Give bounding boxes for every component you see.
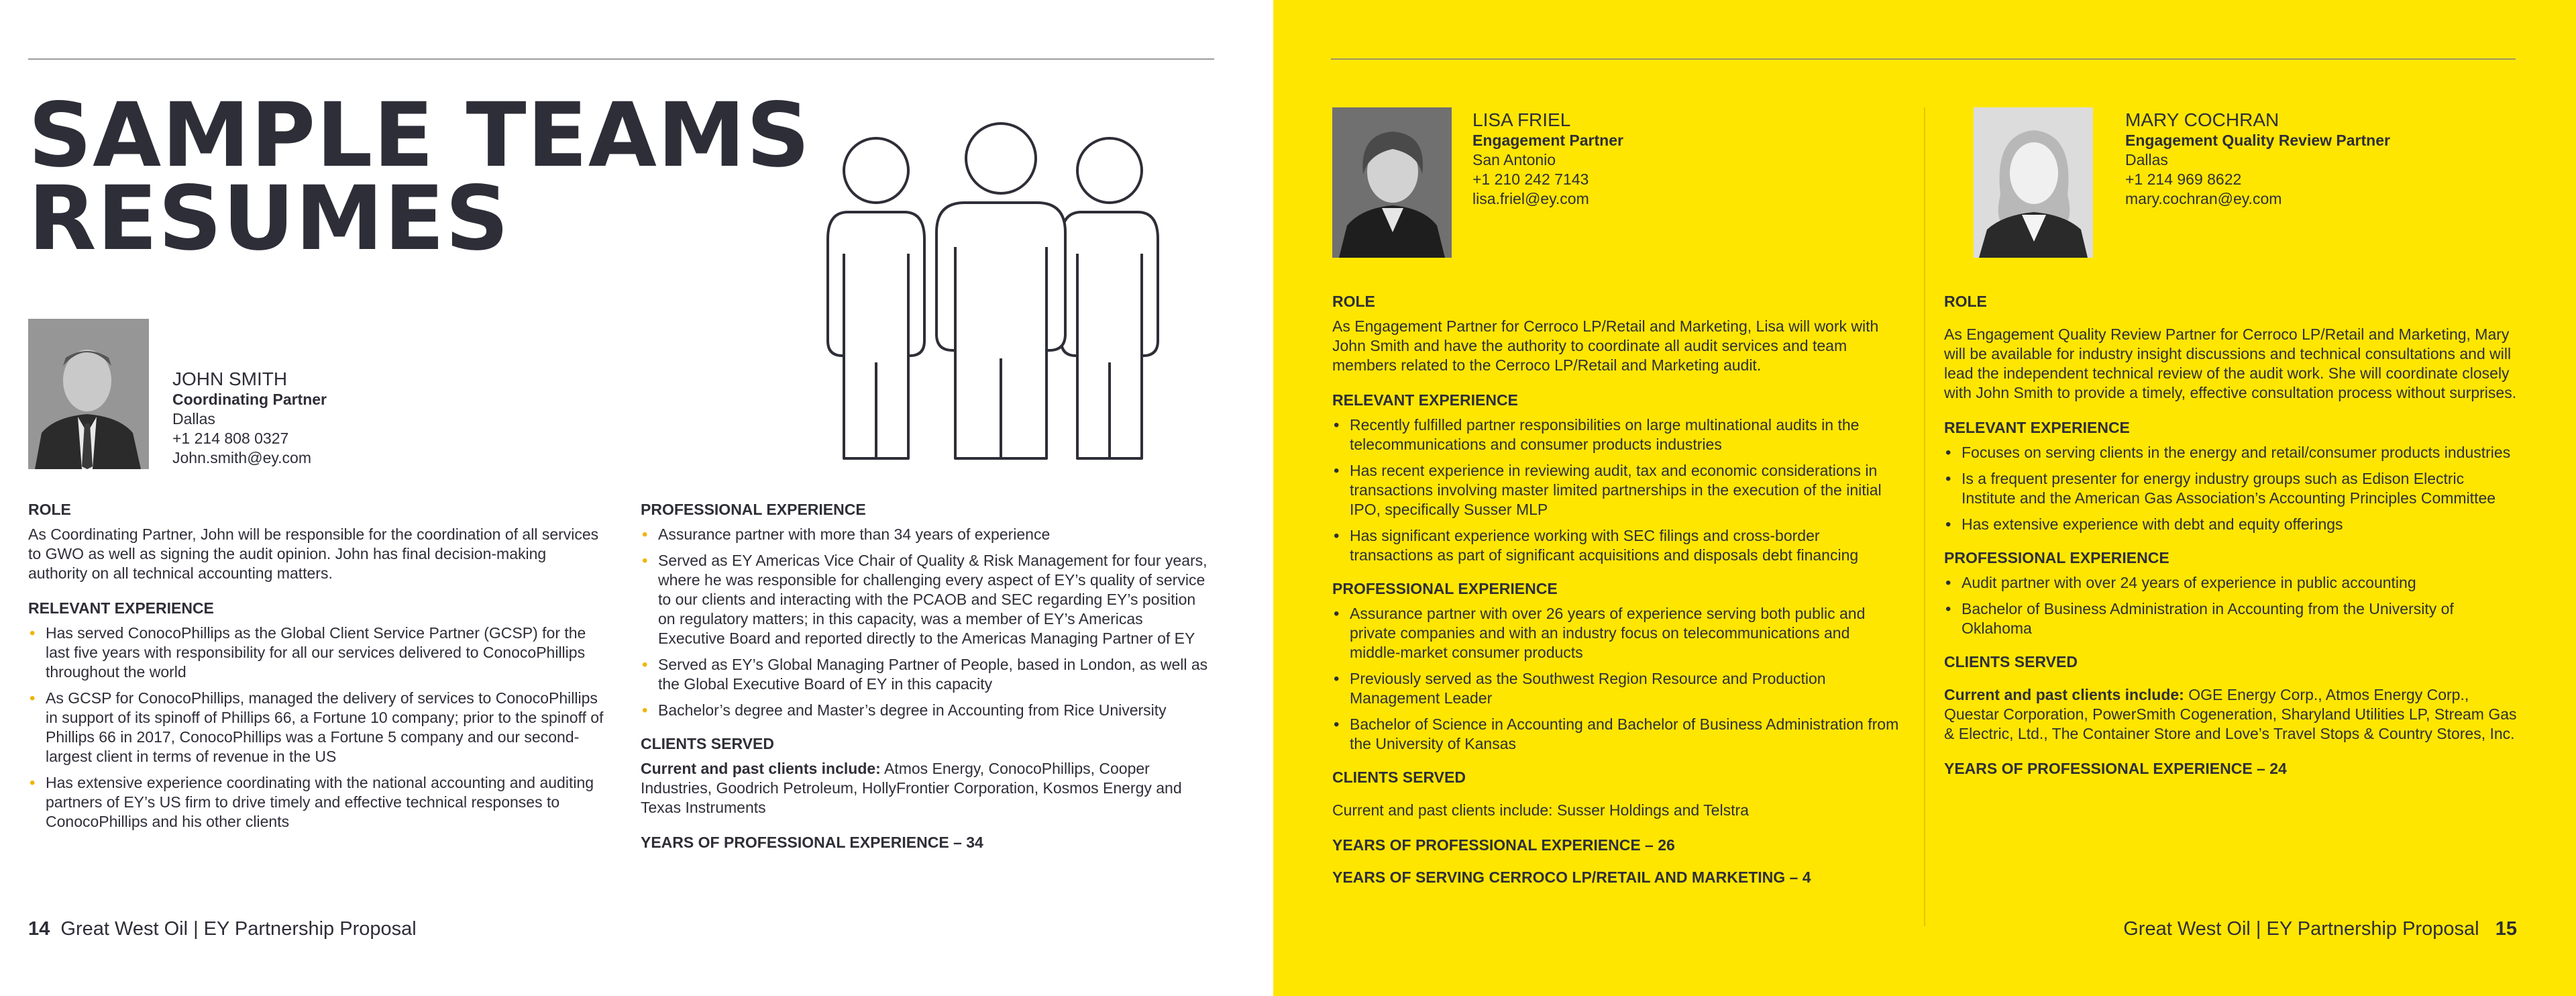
- list-item: • Bachelor of Business Administration in Accounting from the University of Oklahoma: [1944, 599, 2518, 638]
- professional-experience-list: [641, 525, 1211, 720]
- list-item: • Audit partner with over 24 years of experience in public accounting: [1944, 573, 2518, 593]
- role-text: As Engagement Partner for Cerroco LP/Retail and Marketing, Lisa will work with John Smith and have the authority to coordinate all audit services and team members related to the Cerroco LP/Retail and Marketing audit.: [1332, 317, 1879, 374]
- page-number: 14: [28, 918, 50, 940]
- professional-experience-heading: PROFESSIONAL EXPERIENCE: [1944, 549, 2169, 566]
- column-divider: [1924, 107, 1925, 926]
- mary-cochran-card: [2125, 109, 2555, 209]
- list-item: • Bachelor of Science in Accounting and Bachelor of Business Administration from the University of Kansas: [1332, 715, 1899, 754]
- person-city: Dallas: [172, 410, 215, 428]
- list-item: • Assurance partner with more than 34 years of experience: [641, 525, 1211, 544]
- person-name: MARY COCHRAN: [2125, 109, 2279, 130]
- person-name: JOHN SMITH: [172, 368, 288, 389]
- clients-served-text: [641, 759, 1211, 817]
- role-heading: ROLE: [1944, 293, 1987, 310]
- clients-served-heading: CLIENTS SERVED: [1332, 768, 1466, 786]
- list-item: • Has significant experience working with SEC filings and cross-border transactions as part of significant acquisitions and disposals debt financing: [1332, 526, 1899, 565]
- list-item: • As GCSP for ConocoPhillips, managed the delivery of services to ConocoPhillips in support of its spinoff of Phillips 66, a Fortune 10 company; prior to the spinoff of Phillips 66 in 2017, ConocoPhillips was a Fortune 5 company and our second-largest client in terms of revenue in the US: [28, 689, 605, 766]
- professional-experience-list: [1332, 604, 1899, 754]
- footer-text: Great West Oil | EY Partnership Proposal: [60, 918, 417, 940]
- list-item: • Previously served as the Southwest Region Resource and Production Management Leader: [1332, 669, 1899, 708]
- list-item: • Has served ConocoPhillips as the Global Client Service Partner (GCSP) for the last five years with responsibility for all our services delivered to ConocoPhillips throughout the world: [28, 624, 605, 682]
- list-item: • Assurance partner with over 26 years of experience serving both public and private companies and with an industry focus on telecommunications and middle-market consumer products: [1332, 604, 1899, 662]
- clients-served-heading: CLIENTS SERVED: [641, 735, 774, 752]
- clients-served-list: Atmos Energy, ConocoPhillips, Cooper Industries, Goodrich Petroleum, HollyFrontier Corporation, Kosmos Energy and Texas Instruments: [641, 760, 1182, 816]
- lisa-friel-photo: [1332, 107, 1452, 258]
- list-item: • Bachelor’s degree and Master’s degree in Accounting from Rice University: [641, 701, 1211, 720]
- clients-served-lead: Current and past clients include:: [1944, 686, 2184, 703]
- john-smith-photo: [28, 319, 149, 469]
- list-item: • Served as EY’s Global Managing Partner of People, based in London, as well as the Global Executive Board of EY in this capacity: [641, 655, 1211, 694]
- person-email[interactable]: lisa.friel@ey.com: [1472, 190, 1589, 207]
- person-title: Engagement Quality Review Partner: [2125, 132, 2390, 149]
- relevant-experience-heading: RELEVANT EXPERIENCE: [1332, 391, 1518, 409]
- clients-served-heading: CLIENTS SERVED: [1944, 653, 2078, 670]
- team-of-three-people-icon: [824, 119, 1179, 462]
- person-phone: +1 210 242 7143: [1472, 170, 1589, 188]
- list-item: • Recently fulfilled partner responsibilities on large multinational audits in the telecommunications and consumer products industries: [1332, 415, 1899, 454]
- footer-right: [2123, 917, 2517, 941]
- list-item: • Served as EY Americas Vice Chair of Quality & Risk Management for four years, where he was responsible for challenging every aspect of EY’s quality of service to our clients and interacting with the PCAOB and SEC regarding EY’s position on regulatory matters; in this capacity, was a member of EY’s Americas Executive Board and reported directly to the Americas Managing Partner of EY: [641, 551, 1211, 648]
- professional-experience-heading: PROFESSIONAL EXPERIENCE: [641, 501, 866, 518]
- left-page: [0, 0, 1273, 996]
- page-title-line-2: RESUMES: [28, 167, 510, 270]
- person-city: Dallas: [2125, 151, 2168, 168]
- relevant-experience-heading: RELEVANT EXPERIENCE: [28, 599, 214, 617]
- page-title-line-1: SAMPLE TEAMS: [28, 84, 811, 187]
- person-email[interactable]: mary.cochran@ey.com: [2125, 190, 2282, 207]
- mary-cochran-column: [1944, 291, 2518, 784]
- footer-text: Great West Oil | EY Partnership Proposal: [2123, 918, 2479, 940]
- clients-served-list: OGE Energy Corp., Atmos Energy Corp., Questar Corporation, PowerSmith Cogeneration, Sharyland Utilities LP, Stream Gas & Electric, Ltd., The Container Store and Love’s Travel Stops & Country Stores, Inc.: [1944, 686, 2517, 742]
- page-number: 15: [2495, 918, 2517, 940]
- list-item: • Is a frequent presenter for energy industry groups such as Edison Electric Institute and the American Gas Association’s Accounting Principles Committee: [1944, 469, 2518, 508]
- person-phone: +1 214 969 8622: [2125, 170, 2242, 188]
- professional-experience-heading: PROFESSIONAL EXPERIENCE: [1332, 580, 1558, 597]
- relevant-experience-list: [28, 624, 605, 832]
- person-phone: +1 214 808 0327: [172, 430, 289, 447]
- clients-served-lead: Current and past clients include:: [641, 760, 881, 777]
- years-serving: YEARS OF SERVING CERROCO LP/RETAIL AND MARKETING – 4: [1332, 868, 1811, 886]
- lisa-friel-card: [1472, 109, 1902, 209]
- list-item: • Has recent experience in reviewing audit, tax and economic considerations in transactions involving master limited partnerships in the execution of the initial IPO, specifically Susser MLP: [1332, 461, 1899, 519]
- john-right-column: [641, 499, 1211, 858]
- top-rule: [28, 58, 1214, 60]
- top-rule: [1331, 58, 2516, 60]
- professional-experience-list: [1944, 573, 2518, 638]
- person-title: Coordinating Partner: [172, 391, 327, 408]
- role-text: As Coordinating Partner, John will be responsible for the coordination of all services to GWO as well as signing the audit opinion. John has final decision-making authority on all technical accounting matters.: [28, 526, 599, 582]
- years-of-experience: YEARS OF PROFESSIONAL EXPERIENCE – 24: [1944, 760, 2287, 777]
- relevant-experience-heading: RELEVANT EXPERIENCE: [1944, 419, 2130, 436]
- role-heading: ROLE: [1332, 293, 1375, 310]
- mary-cochran-photo: [1974, 107, 2093, 258]
- clients-served-text: [1944, 685, 2518, 744]
- list-item: • Has extensive experience coordinating with the national accounting and auditing partners of EY’s US firm to drive timely and effective technical responses to ConocoPhillips and his other clients: [28, 773, 605, 832]
- john-smith-card: [172, 368, 508, 468]
- lisa-friel-column: [1332, 291, 1899, 893]
- person-email[interactable]: John.smith@ey.com: [172, 449, 311, 466]
- role-heading: ROLE: [28, 501, 71, 518]
- role-text: As Engagement Quality Review Partner for Cerroco LP/Retail and Marketing, Mary will be available for industry insight discussions and technical consultations and will lead the independent technical review of the audit work. She will coordinate closely with John Smith to provide a timely, effective consultation process without surprises.: [1944, 326, 2517, 401]
- person-name: LISA FRIEL: [1472, 109, 1571, 130]
- years-of-experience: YEARS OF PROFESSIONAL EXPERIENCE – 26: [1332, 836, 1675, 854]
- list-item: • Focuses on serving clients in the energy and retail/consumer products industries: [1944, 443, 2518, 462]
- person-city: San Antonio: [1472, 151, 1556, 168]
- list-item: • Has extensive experience with debt and equity offerings: [1944, 515, 2518, 534]
- years-of-experience: YEARS OF PROFESSIONAL EXPERIENCE – 34: [641, 834, 983, 851]
- footer-left: [28, 917, 417, 941]
- relevant-experience-list: [1944, 443, 2518, 534]
- page-title: [28, 84, 811, 270]
- relevant-experience-list: [1332, 415, 1899, 565]
- clients-served-text: Current and past clients include: Susser Holdings and Telstra: [1332, 801, 1749, 819]
- right-page: [1273, 0, 2576, 996]
- john-left-column: [28, 499, 605, 838]
- person-title: Engagement Partner: [1472, 132, 1623, 149]
